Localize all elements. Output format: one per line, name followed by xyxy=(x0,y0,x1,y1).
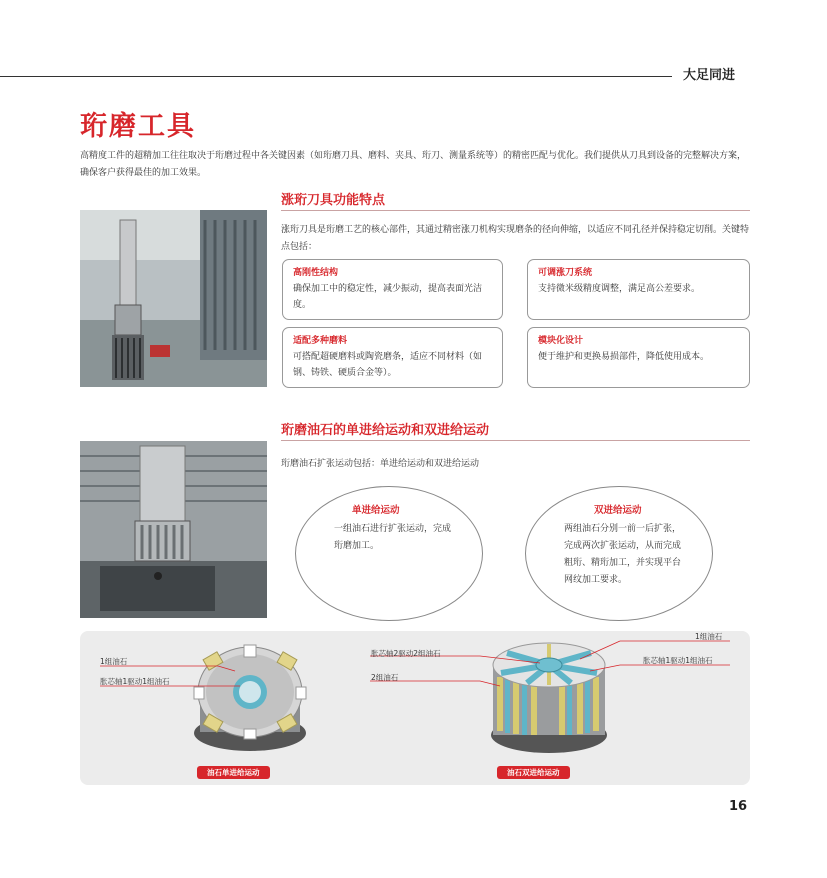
double-feed-caption: 油石双进给运动 xyxy=(497,766,570,779)
honing-tool-photo xyxy=(80,441,267,618)
left-label-mandrel1: 胀芯轴1驱动1组油石 xyxy=(100,677,170,686)
feature-card-1 xyxy=(282,259,503,320)
brand-name: 大足同进 xyxy=(683,68,736,83)
page-title: 珩磨工具 xyxy=(80,111,196,142)
section1-title: 涨珩刀具功能特点 xyxy=(281,193,386,208)
single-feed-ellipse xyxy=(295,486,483,621)
right-label-mandrel1: 胀芯轴1驱动1组油石 xyxy=(643,656,713,665)
intro-paragraph: 高精度工件的超精加工往往取决于珩磨过程中各关键因素（如珩磨刀具、磨料、夹具、珩刀、测量系统等）的精密匹配与优化。我们提供从刀具到设备的完整解决方案，确保客户获得最佳的加工效果。 xyxy=(80,151,747,178)
header-rule xyxy=(0,76,672,77)
feature-1-title: 高刚性结构 xyxy=(293,268,339,278)
section1-paragraph: 涨珩刀具是珩磨工艺的核心部件，其通过精密涨刀机构实现磨条的径向伸缩，以适应不同孔径并保持稳定切削。关键特点包括： xyxy=(281,225,750,252)
feature-2-text: 支持微米级精度调整，满足高公差要求。 xyxy=(538,284,701,294)
feature-4-text: 便于维护和更换易损部件，降低使用成本。 xyxy=(538,352,710,362)
feature-1-text: 确保加工中的稳定性，减少振动，提高表面光洁度。 xyxy=(293,284,483,310)
double-feed-ellipse xyxy=(525,486,713,621)
feature-4-title: 模块化设计 xyxy=(538,336,584,346)
right-label-stone-group2: 2组油石 xyxy=(371,673,399,682)
left-label-stone-group1: 1组油石 xyxy=(100,657,128,666)
right-label-mandrel2: 胀芯轴2驱动2组油石 xyxy=(371,649,441,658)
section1-rule xyxy=(281,210,750,211)
page-number: 16 xyxy=(729,799,748,814)
feature-card-4 xyxy=(527,327,750,388)
double-feed-title: 双进给运动 xyxy=(594,505,642,516)
section2-paragraph: 珩磨油石扩张运动包括：单进给运动和双进给运动 xyxy=(281,459,480,469)
section2-title: 珩磨油石的单进给运动和双进给运动 xyxy=(281,423,490,438)
single-feed-text: 一组油石进行扩张运动，完成珩磨加工。 xyxy=(334,524,452,551)
feature-3-title: 适配多种磨料 xyxy=(293,336,348,346)
feature-2-title: 可调涨刀系统 xyxy=(538,268,593,278)
right-label-stone-group1: 1组油石 xyxy=(695,632,723,641)
section2-rule xyxy=(281,440,750,441)
feature-3-text: 可搭配超硬磨料或陶瓷磨条，适应不同材料（如钢、铸铁、硬质合金等）。 xyxy=(293,352,483,378)
single-feed-caption: 油石单进给运动 xyxy=(197,766,270,779)
single-feed-title: 单进给运动 xyxy=(352,505,400,516)
feature-card-2 xyxy=(527,259,750,320)
feature-card-3 xyxy=(282,327,503,388)
double-feed-text: 两组油石分别一前一后扩张，完成两次扩张运动，从而完成粗珩、精珩加工，并实现平台网纹加工要求。 xyxy=(564,524,682,585)
honing-machine-photo xyxy=(80,210,267,387)
